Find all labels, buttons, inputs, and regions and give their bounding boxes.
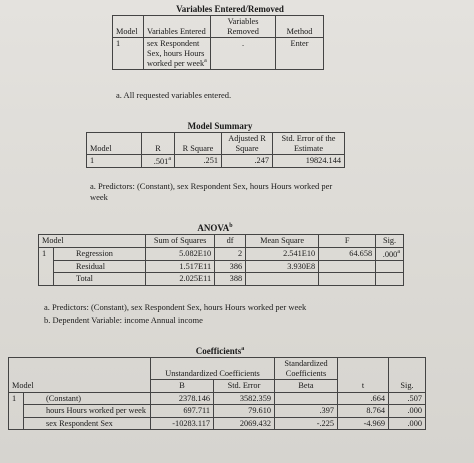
footnote-marker: b: [229, 223, 233, 229]
cell-df: 388: [215, 273, 246, 286]
cell-std-error: 19824.144: [273, 155, 345, 168]
cell-std-error: 2069.432: [214, 417, 275, 430]
cell-b: 2378.146: [151, 392, 214, 405]
model-summary-title: [160, 121, 280, 131]
header-sig: Sig.: [389, 358, 426, 393]
anova-table: [38, 234, 404, 286]
cell-model: 1: [87, 155, 142, 168]
footnote-marker: a: [168, 156, 171, 163]
cell-model-number: 1: [9, 392, 24, 430]
sig-value: .000: [382, 249, 398, 259]
header-model: Model: [39, 235, 146, 248]
header-t: t: [338, 358, 389, 393]
cell-sig: .000: [389, 405, 426, 418]
table-title-text: Coefficients: [195, 346, 242, 356]
cell-t: -4.969: [338, 417, 389, 430]
cell-sig: [376, 273, 404, 286]
cell-b: -10283.117: [151, 417, 214, 430]
header-model: Model: [9, 358, 151, 393]
table-row: [87, 155, 345, 168]
cell-mean-square: 3.930E8: [246, 260, 319, 273]
table-row: [113, 38, 324, 70]
header-model: Model: [87, 133, 142, 155]
header-model: Model: [113, 16, 144, 38]
header-std-error: Std. Error: [214, 380, 275, 393]
cell-t: 8.764: [338, 405, 389, 418]
footnote-a: a. Predictors: (Constant), sex Respondent Sex, hours Hours worked per week: [44, 302, 307, 312]
table-row: [39, 260, 404, 273]
table-row: [9, 417, 426, 430]
variables-entered-removed-table: [112, 15, 324, 70]
table-title-text: ANOVA: [197, 223, 230, 233]
cell-variables-removed: .: [211, 38, 276, 70]
header-sig: Sig.: [376, 235, 404, 248]
table-row: [9, 405, 426, 418]
footnote-a: a. All requested variables entered.: [116, 90, 232, 100]
cell-sum-of-squares: 1.517E11: [146, 260, 215, 273]
footnote-a-line-2: week: [90, 192, 108, 202]
table-row: [39, 247, 404, 260]
header-r-square: R Square: [175, 133, 222, 155]
row-label: hours Hours worked per week: [24, 405, 151, 418]
cell-beta: [275, 392, 338, 405]
cell-sum-of-squares: 5.082E10: [146, 247, 215, 260]
variables-entered-removed-title: [150, 4, 310, 14]
coefficients-table: [8, 357, 426, 430]
cell-std-error: 3582.359: [214, 392, 275, 405]
cell-mean-square: [246, 273, 319, 286]
row-label: Residual: [54, 260, 146, 273]
cell-variables-entered: [144, 38, 211, 70]
header-variables-entered: Variables Entered: [144, 16, 211, 38]
cell-b: 697.711: [151, 405, 214, 418]
row-label: sex Respondent Sex: [24, 417, 151, 430]
header-r: R: [142, 133, 175, 155]
cell-beta: .397: [275, 405, 338, 418]
entered-line-3: [147, 58, 207, 68]
row-label: Total: [54, 273, 146, 286]
entered-line-2: Sex, hours Hours: [147, 48, 205, 58]
cell-sum-of-squares: 2.025E11: [146, 273, 215, 286]
header-std-error: Std. Error of the Estimate: [273, 133, 345, 155]
cell-r: [142, 155, 175, 168]
cell-sig: [376, 260, 404, 273]
cell-f: [319, 260, 376, 273]
cell-t: .664: [338, 392, 389, 405]
table-row: [39, 273, 404, 286]
cell-method: Enter: [276, 38, 324, 70]
header-beta: Beta: [275, 380, 338, 393]
cell-beta: -.225: [275, 417, 338, 430]
cell-sig: .507: [389, 392, 426, 405]
cell-sig: [376, 247, 404, 260]
header-method: Method: [276, 16, 324, 38]
cell-df: 386: [215, 260, 246, 273]
model-summary-table: [86, 132, 345, 168]
header-mean-square: Mean Square: [246, 235, 319, 248]
table-header-row: [113, 16, 324, 38]
table-title-text: Variables Entered/Removed: [176, 4, 284, 14]
table-title-text: Model Summary: [187, 121, 253, 131]
footnote-a-line-1: a. Predictors: (Constant), sex Respondent Sex, hours Hours worked per: [90, 181, 333, 191]
cell-mean-square: 2.541E10: [246, 247, 319, 260]
table-header-row: [39, 235, 404, 248]
entered-line-1: sex Respondent: [147, 39, 200, 49]
header-b: B: [151, 380, 214, 393]
cell-model: 1: [113, 38, 144, 70]
header-sum-of-squares: Sum of Squares: [146, 235, 215, 248]
anova-title: [175, 223, 255, 233]
header-df: df: [215, 235, 246, 248]
r-value: .501: [153, 156, 169, 166]
row-label: (Constant): [24, 392, 151, 405]
cell-model-number: 1: [39, 247, 54, 285]
row-label: Regression: [54, 247, 146, 260]
header-variables-removed: Variables Removed: [211, 16, 276, 38]
table-header-row: [87, 133, 345, 155]
header-adjusted-r-square: Adjusted R Square: [222, 133, 273, 155]
coefficients-title: [175, 346, 265, 356]
cell-f: 64.658: [319, 247, 376, 260]
footnote-marker: a: [397, 248, 400, 255]
footnote-marker: a: [241, 346, 245, 352]
cell-f: [319, 273, 376, 286]
cell-std-error: 79.610: [214, 405, 275, 418]
entered-line-3-text: worked per week: [147, 58, 205, 68]
header-f: F: [319, 235, 376, 248]
cell-df: 2: [215, 247, 246, 260]
cell-adjusted-r-square: .247: [222, 155, 273, 168]
table-header-row: [9, 358, 426, 380]
cell-r-square: .251: [175, 155, 222, 168]
header-standardized: Standardized Coefficients: [275, 358, 338, 380]
cell-sig: .000: [389, 417, 426, 430]
header-unstandardized: Unstandardized Coefficients: [151, 358, 275, 380]
table-row: [9, 392, 426, 405]
footnote-marker: a: [204, 58, 207, 65]
footnote-b: b. Dependent Variable: income Annual income: [44, 315, 203, 325]
